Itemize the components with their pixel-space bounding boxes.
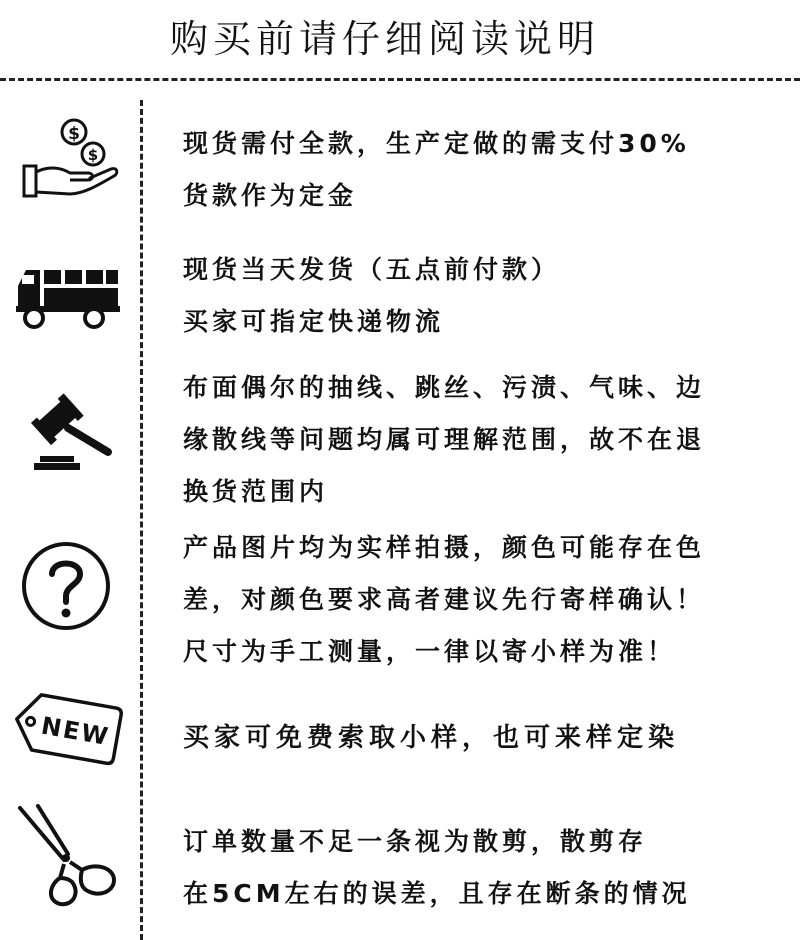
column-divider (140, 100, 143, 940)
header-divider (0, 78, 800, 81)
item-6-line-1: 订单数量不足一条视为散剪，散剪存 (183, 827, 648, 856)
new-tag-label: NEW (39, 711, 112, 752)
item-3-line-2: 缘散线等问题均属可理解范围，故不在退 (183, 425, 706, 454)
item-4-text (183, 522, 705, 678)
item-3-line-3: 换货范围内 (183, 477, 329, 506)
scissors-icon (10, 800, 126, 910)
money-hand-icon (18, 112, 122, 208)
item-6-text (183, 816, 691, 920)
item-1-line-1: 现货需付全款，生产定做的需支付30% (183, 129, 690, 158)
item-4-line-2: 差，对颜色要求高者建议先行寄样确认！ (183, 585, 706, 614)
item-1-text (183, 118, 690, 222)
item-2-line-2: 买家可指定快递物流 (183, 307, 445, 336)
item-6-line-2: 在5CM左右的误差，且存在断条的情况 (183, 879, 691, 908)
item-2-line-1: 现货当天发货（五点前付款） (183, 255, 561, 284)
question-icon (20, 540, 112, 632)
item-5-text (183, 712, 679, 764)
page-title: 购买前请仔细阅读说明 (169, 17, 600, 61)
item-3-text (183, 362, 705, 518)
svg-text:$: $ (87, 146, 99, 164)
item-1-line-2: 货款作为定金 (183, 181, 358, 210)
gavel-icon (28, 390, 114, 474)
item-2-text (183, 244, 560, 348)
svg-text:$: $ (68, 124, 80, 144)
new-tag-icon (8, 686, 126, 770)
item-3-line-1: 布面偶尔的抽线、跳丝、污渍、气味、边 (183, 373, 706, 402)
truck-icon (14, 262, 122, 332)
item-4-line-1: 产品图片均为实样拍摄，颜色可能存在色 (183, 533, 706, 562)
item-4-line-3: 尺寸为手工测量，一律以寄小样为准！ (183, 637, 677, 666)
item-5-line-1: 买家可免费索取小样，也可来样定染 (183, 723, 680, 753)
